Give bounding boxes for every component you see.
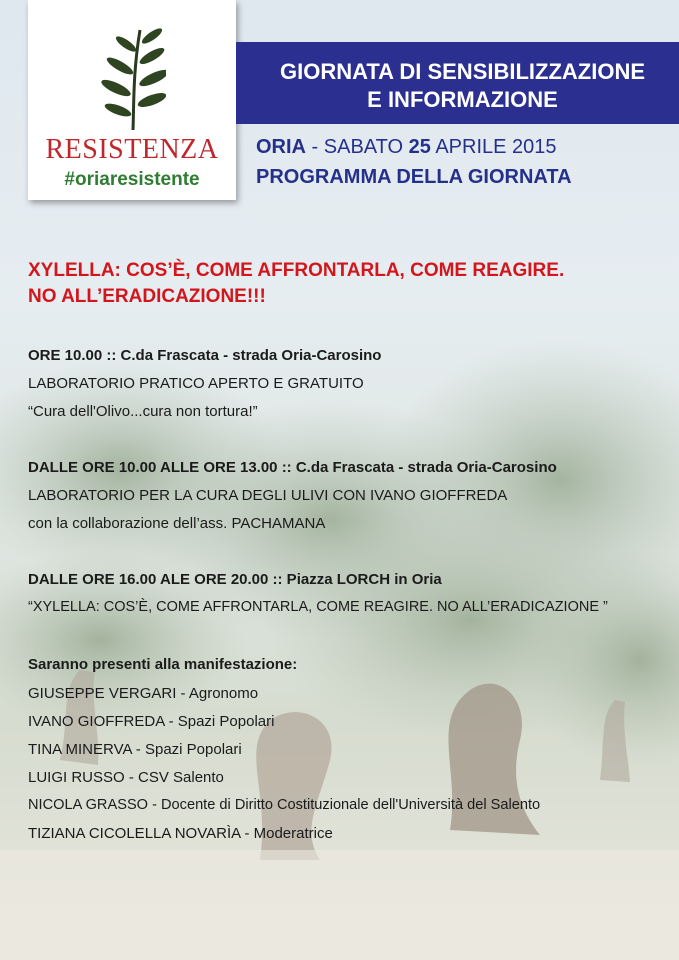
event-weekday: - SABATO xyxy=(306,136,409,158)
program-1-line-1: LABORATORIO PRATICO APERTO E GRATUITO xyxy=(28,375,364,392)
speakers-title: Saranno presenti alla manifestazione: xyxy=(28,656,298,673)
program-2-line-1: LABORATORIO PER LA CURA DEGLI ULIVI CON IVANO GIOFFREDA xyxy=(28,487,508,504)
speaker-item: GIUSEPPE VERGARI - Agronomo xyxy=(28,685,259,702)
event-month-year: APRILE 2015 xyxy=(430,136,557,158)
program-1-heading: ORE 10.00 :: C.da Frascata - strada Oria-Carosino xyxy=(28,347,382,364)
headline-line-1: XYLELLA: COS’È, COME AFFRONTARLA, COME REAGIRE. xyxy=(28,260,565,281)
speaker-item: LUIGI RUSSO - CSV Salento xyxy=(28,769,224,786)
resistenza-logo xyxy=(28,0,236,200)
program-1-line-2: “Cura dell'Olivo...cura non tortura!” xyxy=(28,403,258,420)
banner-line-1: GIORNATA DI SENSIBILIZZAZIONE xyxy=(279,59,646,84)
program-3-heading: DALLE ORE 16.00 ALE ORE 20.00 :: Piazza LORCH in Oria xyxy=(28,571,442,588)
banner-title xyxy=(246,58,679,114)
banner-line-2: E INFORMAZIONE xyxy=(367,87,558,112)
program-3-line-1: “XYLELLA: COS’È, COME AFFRONTARLA, COME REAGIRE. NO ALL’ERADICAZIONE ” xyxy=(28,599,608,615)
event-day: 25 xyxy=(408,136,431,158)
olive-branch-icon xyxy=(100,22,166,132)
program-title: PROGRAMMA DELLA GIORNATA xyxy=(256,166,572,188)
logo-wordmark: RESISTENZA xyxy=(45,134,219,165)
title-banner xyxy=(236,42,679,124)
speaker-item: TINA MINERVA - Spazi Popolari xyxy=(28,741,242,758)
event-place: ORIA xyxy=(256,136,306,158)
program-2-line-2: con la collaborazione dell’ass. PACHAMANA xyxy=(28,515,326,532)
speaker-item: TIZIANA CICOLELLA NOVARÌA - Moderatrice xyxy=(28,825,333,842)
speaker-item: NICOLA GRASSO - Docente di Diritto Costituzionale dell'Università del Salento xyxy=(28,797,541,813)
headline-line-2: NO ALL’ERADICAZIONE!!! xyxy=(28,286,266,307)
event-date xyxy=(256,136,557,159)
program-2-heading: DALLE ORE 10.00 ALLE ORE 13.00 :: C.da Frascata - strada Oria-Carosino xyxy=(28,459,557,476)
logo-hashtag: #oriaresistente xyxy=(64,169,200,190)
speaker-item: IVANO GIOFFREDA - Spazi Popolari xyxy=(28,713,275,730)
headline xyxy=(28,258,668,310)
